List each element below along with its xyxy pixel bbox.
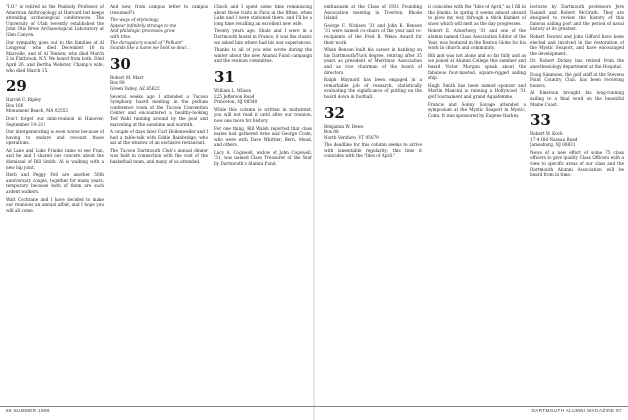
column-paragraph: Our sympathy goes out to the families of Al Longyear, who died December 16 in Marcelle, and of Al Tennen, who died March 2 in Flatbrook, N.Y. We heard from both. Died April 26, and Bertha Webster, Champ's wife, who died March 15. xyxy=(6,39,104,73)
poem-block: The ways of etymology Appear infinitely strange to me And philologic processes grow with time. The derogatory sound of "Pelham" Sounds like a name we hold so dear... xyxy=(110,17,190,51)
column-paragraph: Bill and was not alone and so far fully and as we joined at Alumni College this summer and heard Victor Morgan speak about the fabulous four-masted, square-rigged sailing ship. xyxy=(428,52,526,81)
secretary-address: William L. Wilson 225 Jefferson Road Princeton, NJ 08540 xyxy=(214,87,258,105)
column-paragraph: Robert E. Ackerberg '31 and one of the alumni named Class Association Editor of the Year, was featured in the Boston Globe for his work in church and community. xyxy=(428,28,526,51)
footer-right-folio: DARTMOUTH ALUMNI MAGAZINE 87 xyxy=(531,408,622,413)
column-paragraph: Walt Cochrane and I have decided to make our reunions an annual affair, and I hope you will all come. xyxy=(6,196,104,213)
column-3 xyxy=(214,4,312,402)
footer-rule xyxy=(0,406,628,407)
column-paragraph: Lacy A. Cogswell, widow of John Cogswell, '31, was named Class Treasurer of the Year by Dartmouth's Alumni Fund. xyxy=(214,149,312,167)
column-paragraph: Ad Lane and Luke Franke came to see Fran, and he and I shared our concern about the dismissal of Bill Smith. Al is walking with a new hip joint. xyxy=(6,147,104,170)
column-paragraph: Hugh Smith has been named sponsor and Martin Mancini is running a Hollywood '31 golf tournament and grand Aquafemme. xyxy=(428,82,526,99)
column-paragraph: Don't forget our mini-reunion in Hanover, September 19–21! xyxy=(6,115,104,127)
column-paragraph: Thanks to all of you who wrote during the winter about the new Alumni Fund campaign and the reunion committee. xyxy=(214,47,312,64)
column-paragraph: News of a new effort of some 75 class officers to give quality Class Officers with a view to specific areas of our class and the Dartmouth Alumni Association will be heard from in time. xyxy=(530,149,624,178)
footer-left-folio: 86 SUMMER 1986 xyxy=(6,408,50,413)
column-paragraph: While this column is written in midwinter, you will not read it until after our reunion, now one more for history. xyxy=(214,106,312,123)
column-paragraph: Doug Simmons, the golf staff at the Stevens Point Country Club, has been receiving honors. xyxy=(530,71,624,88)
class-number-heading: 29 xyxy=(6,77,27,96)
column-paragraph: lectures by Dartmouth professors Jere Daniell and Robert McGrath. They are designed to review the history of this famous sailing port and the period of naval history at its greatest. xyxy=(530,4,624,32)
secretary-address: Robert M. Marr Box 98 Green Valley, AZ 85622 xyxy=(110,74,160,91)
column-paragraph: enthusiasm at the Class of 1931 Founding Association meeting in Tiverton, Rhode Island. xyxy=(324,4,422,21)
column-5 xyxy=(428,4,526,402)
class-number-heading: 32 xyxy=(324,103,345,122)
column-paragraph: Herb and Peggy Fell are another 50th anniversary couple, together for many years; temporary because both of them are such ardent walkers. xyxy=(6,172,104,195)
column-2 xyxy=(110,4,208,402)
column-paragraph: Our intergenerating is even worse because of having to endure and recount those operations. xyxy=(6,129,104,146)
column-paragraph: A couple of days later Carl Hollenweller and I had a table-talk with Eddie Bainbridge, who sat at the window of an exclusive restaurant. xyxy=(110,129,208,146)
class-number-heading: 31 xyxy=(214,67,235,86)
column-paragraph: Several weeks ago I attended a Tucson Symphony board meeting in the podium conference room of the Tucson Convention Center and encountered a healthy-looking Ted Wahl running around by the pool and marveling at the sunshine and warmth. xyxy=(110,93,208,127)
column-paragraph: The deadline for this column seems to arrive with lamentable regularity; this time it coincides with the "Ides of April." xyxy=(324,142,422,159)
column-paragraph: When Benson built his career in banking on his Dartmouth/Tuck degree, retiring after 35 years as president of Merrimac Association and as vice chairman of the board of directors. xyxy=(324,47,422,75)
class-number-heading: 33 xyxy=(530,111,551,130)
column-1 xyxy=(6,4,104,402)
column-paragraph: it coincides with the "Ides of April," as I fill in the blanks. In spring it seems almost absurd to plow my way through a thick blanket of snow which will melt as the day progresses. xyxy=(428,4,526,26)
column-paragraph: Robert Dowzel and John Gifford have been elected and involved in the restoration of the Mystic Seaport, and have encouraged the development. xyxy=(530,33,624,56)
column-paragraph: Chuck and I spent some time reminiscing about those visits in Paris in the fifties, when Luke and I were stationed there, and I'll be a long time recalling an excellent new wife. xyxy=(214,4,312,26)
class-number-heading: 30 xyxy=(110,54,131,73)
secretary-address: Benjamin W. Dewe Box 88 North Vershire, VT 05079 xyxy=(324,123,379,140)
page-gutter xyxy=(313,0,315,420)
column-paragraph: "I.O." is retired as the Peabody Professor of American Anthropology at Harvard but keeps attending archeological conferences. The University of Utah recently established the John Otis Brew Archaeological Laboratory at Glen Canyon. xyxy=(6,4,104,37)
column-paragraph: The Tucson Dartmouth Club's annual dinner was held in connection with the visit of the basketball team, and many of us attended. xyxy=(110,147,208,165)
column-paragraph: And now, from campus letter to campus (resumed?): xyxy=(110,4,208,15)
column-paragraph: Dr. Robert Dickey has retired from the anesthesiology department at the Hospital. xyxy=(530,58,624,69)
column-paragraph: George C. Nickson '31 and John K. Benson '31 were named co-chairs of the year and co-recipients of the Fred R. Weiss Award for their work. xyxy=(324,22,422,45)
column-paragraph: Ralph Maynard has been engaged in a remarkable job of research, statistically evaluating the significance of putting on the board down in football. xyxy=(324,77,422,99)
column-paragraph: Twenty years ago, Shale and I were in a Dartmouth hostel in France, it was the classic we asked him where had his war experiences. xyxy=(214,28,312,45)
column-6 xyxy=(530,4,624,402)
column-paragraph: Al Emerson brought his long-running sailing to a final word on the beautiful Maine Coast. xyxy=(530,90,624,107)
column-4 xyxy=(324,4,422,402)
column-paragraph: Francis and Sonny Savage attended a symposium at the Mystic Seaport in Mystic, Conn. It was sponsored by Eugene Harkey. xyxy=(428,101,526,118)
column-paragraph: For one thing, Bill Walsh reported that class mates had gathered Arne and George Cram, who were with Dave Whittier, Bern, Mead, and others. xyxy=(214,125,312,148)
secretary-address: Harold C. Ripley Box 166 Monument Beach, MA 02553 xyxy=(6,97,69,114)
secretary-address: Robert W. Koch 17-4 Old Nassau Road Jamesburg, NJ 08831 xyxy=(530,131,578,148)
